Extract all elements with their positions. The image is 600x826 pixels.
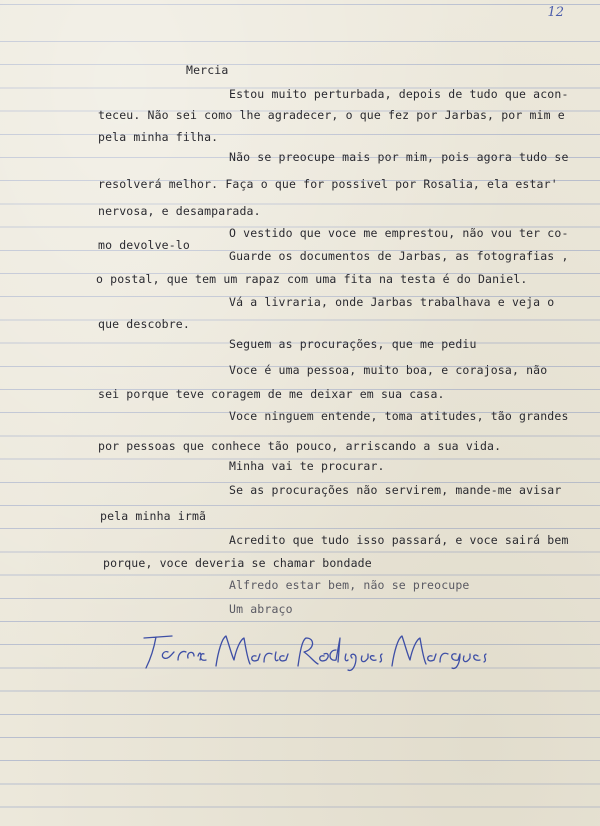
- letter-line: resolverá melhor. Faça o que for possivel por Rosalia, ela estar': [98, 177, 558, 191]
- handwritten-signature: [138, 630, 498, 674]
- letter-line: sei porque teve coragem de me deixar em sua casa.: [98, 387, 445, 401]
- letter-line: por pessoas que conhece tão pouco, arriscando a sua vida.: [98, 439, 502, 453]
- letter-line: Um abraço: [229, 602, 293, 616]
- letter-line: O vestido que voce me emprestou, não vou ter co-: [229, 226, 569, 240]
- letter-line: Guarde os documentos de Jarbas, as fotografias ,: [229, 249, 569, 263]
- letter-line: Minha vai te procurar.: [229, 459, 385, 473]
- letter-line: Voce ninguem entende, toma atitudes, tão grandes: [229, 409, 569, 423]
- salutation: Mercia: [186, 63, 229, 77]
- letter-line: Voce é uma pessoa, muito boa, e corajosa, não: [229, 363, 548, 377]
- letter-line: nervosa, e desamparada.: [98, 204, 261, 218]
- letter-line: que descobre.: [98, 317, 190, 331]
- letter-line: teceu. Não sei como lhe agradecer, o que fez por Jarbas, por mim e: [98, 108, 565, 122]
- letter-line: pela minha irmã: [100, 509, 207, 523]
- letter-line: Vá a livraria, onde Jarbas trabalhava e veja o: [229, 295, 555, 309]
- letter-line: mo devolve-lo: [98, 238, 190, 252]
- page-number: 12: [547, 5, 564, 20]
- letter-line: Estou muito perturbada, depois de tudo que acon-: [229, 87, 569, 101]
- letter-line: Não se preocupe mais por mim, pois agora tudo se: [229, 150, 569, 164]
- letter-line: Alfredo estar bem, não se preocupe: [229, 578, 470, 592]
- letter-line: o postal, que tem um rapaz com uma fita na testa é do Daniel.: [96, 272, 528, 286]
- letter-line: pela minha filha.: [98, 130, 219, 144]
- letter-line: Acredito que tudo isso passará, e voce sairá bem: [229, 533, 569, 547]
- letter-line: porque, voce deveria se chamar bondade: [103, 556, 372, 570]
- letter-line: Se as procurações não servirem, mande-me avisar: [229, 483, 562, 497]
- letter-line: Seguem as procurações, que me pediu: [229, 337, 477, 351]
